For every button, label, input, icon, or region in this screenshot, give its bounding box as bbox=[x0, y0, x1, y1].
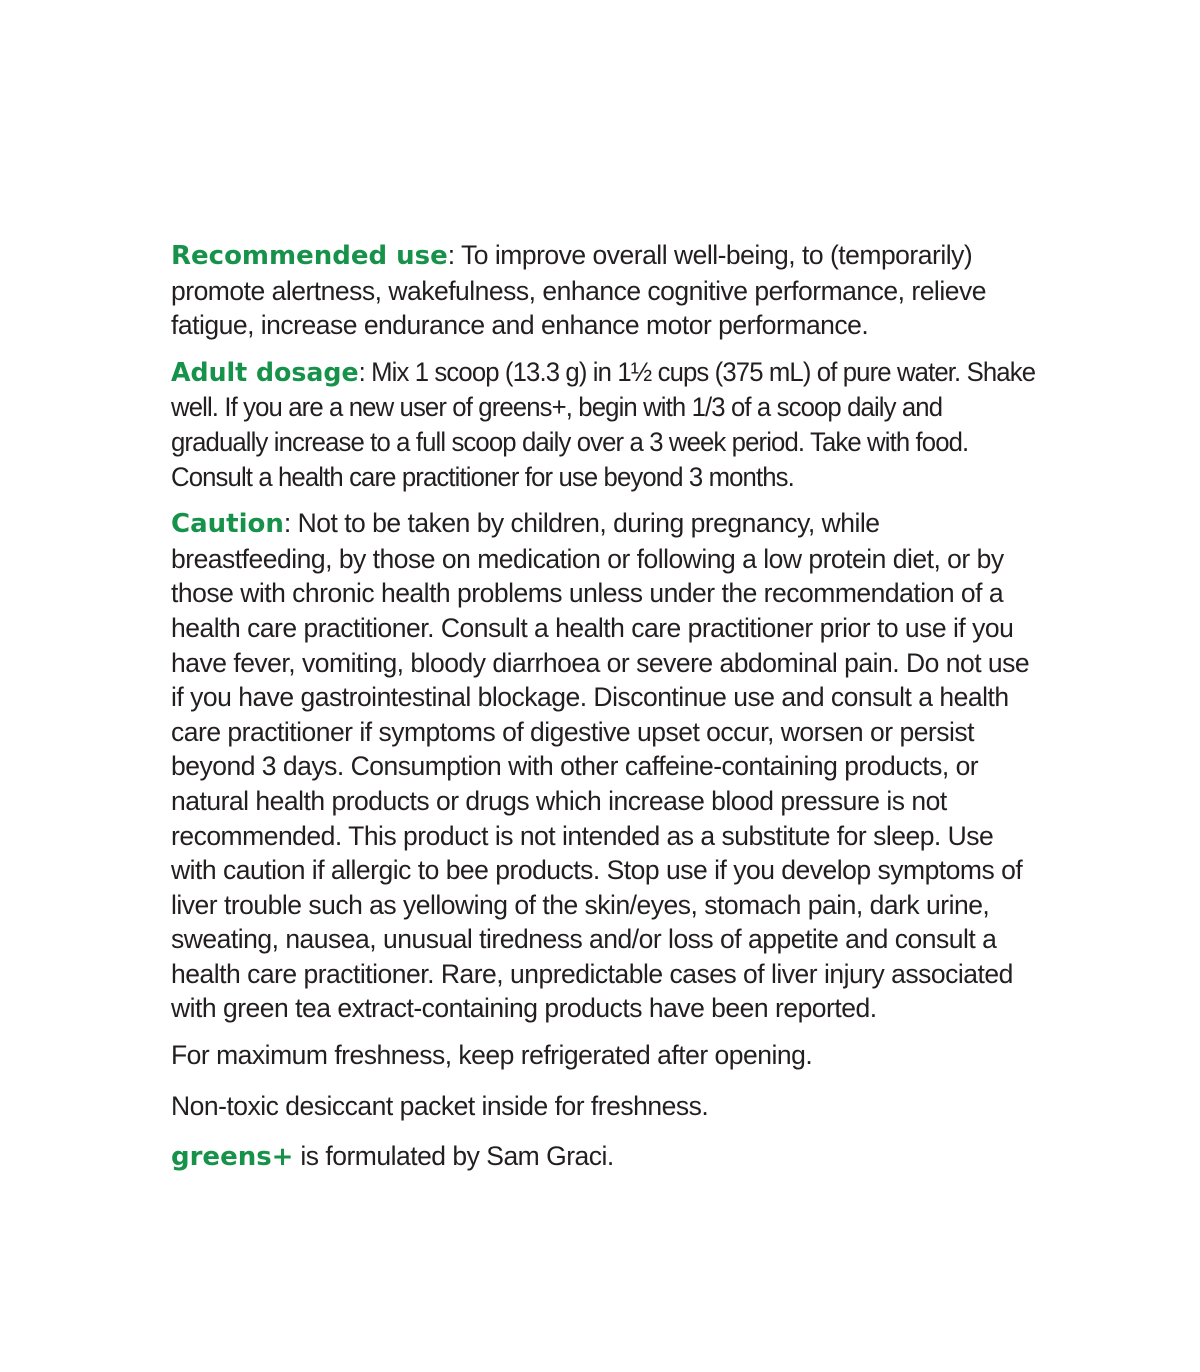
desiccant-paragraph bbox=[171, 1089, 1041, 1124]
freshness-paragraph bbox=[171, 1038, 1041, 1073]
recommended-use-text: To improve overall well-being, to (temporarily) promote alertness, wakefulness, enhance cognitive performance, relieve fatigue, increase endurance and enhance motor performance. bbox=[171, 240, 986, 341]
caution-separator: : bbox=[283, 508, 291, 539]
desiccant-text: Non-toxic desiccant packet inside for freshness. bbox=[171, 1090, 709, 1121]
caution-paragraph bbox=[171, 506, 1041, 1026]
caution-text: Not to be taken by children, during pregnancy, while breastfeeding, by those on medication or following a low protein diet, or by those with chronic health problems unless under the recommendation of a health care practitioner. Consult a health care practitioner prior to use if you have fever, vomiting, bloody diarrhoea or severe abdominal pain. Do not use if you have gastrointestinal blockage. Discontinue use and consult a health care practitioner if symptoms of digestive upset occur, worsen or persist beyond 3 days. Consumption with other caffeine-containing products, or natural health products or drugs which increase blood pressure is not recommended. This product is not intended as a substitute for sleep. Use with caution if allergic to bee products. Stop use if you develop symptoms of liver trouble such as yellowing of the skin/eyes, stomach pain, dark urine, sweating, nausea, unusual tiredness and/or loss of appetite and consult a health care practitioner. Rare, unpredictable cases of liver injury associated with green tea extract-containing products have been reported. bbox=[171, 508, 1030, 1024]
brand-name: greens+ bbox=[171, 1142, 294, 1173]
caution-heading: Caution bbox=[171, 509, 284, 540]
formulated-by-text: is formulated by Sam Graci. bbox=[293, 1141, 614, 1172]
recommended-use-paragraph bbox=[171, 238, 1041, 343]
adult-dosage-separator: : bbox=[358, 356, 365, 387]
freshness-text: For maximum freshness, keep refrigerated after opening. bbox=[171, 1040, 813, 1071]
adult-dosage-heading: Adult dosage bbox=[171, 357, 359, 388]
label-text-panel bbox=[171, 238, 1041, 1187]
recommended-use-heading: Recommended use bbox=[171, 241, 448, 271]
adult-dosage-text: Mix 1 scoop (13.3 g) in 1½ cups (375 mL) of pure water. Shake well. If you are a new user of greens+, begin with 1/3 of a scoop daily and gradually increase to a full scoop daily over a 3 week period. Take with food. Consult a health care practitioner for use beyond 3 months. bbox=[171, 356, 1036, 492]
formulated-by-paragraph bbox=[171, 1139, 1041, 1175]
adult-dosage-paragraph bbox=[171, 355, 1040, 494]
recommended-use-separator: : bbox=[447, 240, 455, 270]
